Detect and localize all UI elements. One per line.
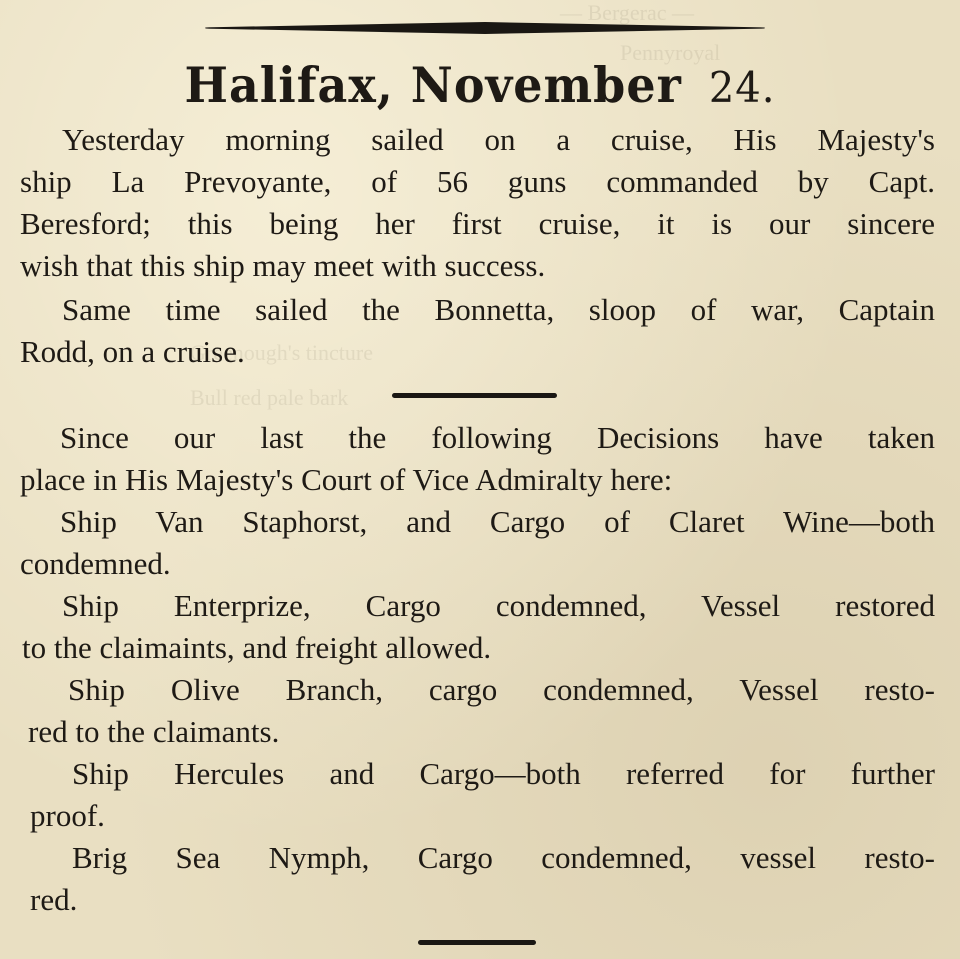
bottom-divider: [418, 940, 536, 945]
article2-line: Since our last the following Decisions have taken: [60, 420, 935, 455]
dateline-day: 24.: [708, 64, 776, 113]
bleed-through-text: Bull red pale bark: [190, 385, 349, 410]
bleed-through-text: Pennyroyal: [620, 40, 721, 65]
article1-line: Same time sailed the Bonnetta, sloop of war, Captain: [62, 292, 935, 327]
decision-line: red to the claimants.: [28, 714, 280, 749]
top-ornamental-rule: [205, 22, 765, 34]
decision-line: Ship Van Staphorst, and Cargo of Claret Wine—both: [60, 504, 935, 539]
decision-line: Ship Olive Branch, cargo condemned, Vessel resto-: [68, 672, 935, 707]
decision-line: Ship Enterprize, Cargo condemned, Vessel restored: [62, 588, 935, 623]
bleed-through-text: — Bergerac —: [560, 0, 694, 25]
decision-line: red.: [30, 882, 78, 917]
bleed-through-text: Greenough's tincture: [190, 340, 373, 365]
decision-line: Ship Hercules and Cargo—both referred for further: [72, 756, 935, 791]
decision-line: proof.: [30, 798, 105, 833]
decision-line: condemned.: [20, 546, 171, 581]
decision-line: Brig Sea Nymph, Cargo condemned, vessel resto-: [72, 840, 935, 875]
article2-line: place in His Majesty's Court of Vice Admiralty here:: [20, 462, 673, 497]
dateline-heading: [0, 57, 960, 114]
article1-line: Rodd, on a cruise.: [20, 334, 245, 369]
dateline-month: November: [410, 56, 682, 114]
decision-line: to the claimaints, and freight allowed.: [22, 630, 492, 665]
article1-line: ship La Prevoyante, of 56 guns commanded by Capt.: [20, 164, 935, 199]
article1-line: wish that this ship may meet with success.: [20, 248, 546, 283]
dateline-place: Halifax,: [184, 56, 394, 114]
article1-line: Yesterday morning sailed on a cruise, His Majesty's: [62, 122, 935, 157]
article1-line: Beresford; this being her first cruise, it is our sincere: [20, 206, 935, 241]
section-divider: [392, 393, 557, 398]
